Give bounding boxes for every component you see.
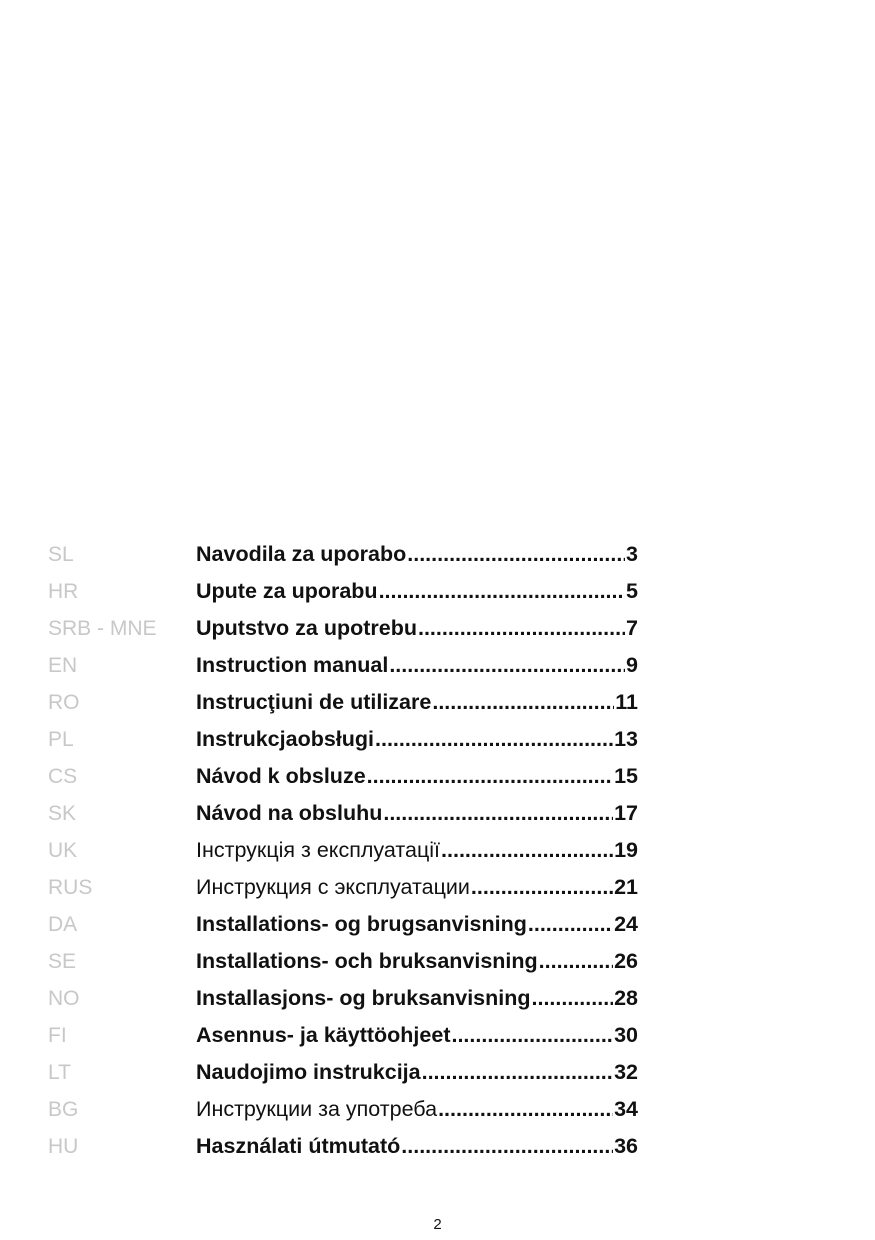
toc-page-number: 13 xyxy=(614,727,638,751)
dot-leader xyxy=(438,1091,613,1128)
toc-entry[interactable] xyxy=(196,647,638,684)
dot-leader xyxy=(418,610,625,647)
toc-title: Návod na obsluhu xyxy=(196,801,383,825)
toc-title: Uputstvo za upotrebu xyxy=(196,616,417,640)
toc-title: Інструкція з експлуатації xyxy=(196,838,441,862)
toc-title: Használati útmutató xyxy=(196,1134,401,1158)
toc-page-number: 19 xyxy=(614,838,638,862)
toc-entry[interactable] xyxy=(196,758,638,795)
toc-entry[interactable] xyxy=(196,1128,638,1165)
toc-row-hr xyxy=(48,573,648,610)
dot-leader xyxy=(528,906,613,943)
toc-page-number: 9 xyxy=(626,653,638,677)
toc-row-srb-mne xyxy=(48,610,648,647)
table-of-contents xyxy=(48,536,648,1165)
toc-entry[interactable] xyxy=(196,795,638,832)
toc-page-number: 28 xyxy=(614,986,638,1010)
toc-row-da xyxy=(48,906,648,943)
toc-page-number: 26 xyxy=(614,949,638,973)
dot-leader xyxy=(407,536,625,573)
toc-row-se xyxy=(48,943,648,980)
toc-entry[interactable] xyxy=(196,832,638,869)
page-number: 2 xyxy=(433,1216,442,1233)
toc-page-number: 17 xyxy=(614,801,638,825)
language-code: RO xyxy=(48,691,80,714)
dot-leader xyxy=(367,758,613,795)
toc-page-number: 30 xyxy=(614,1023,638,1047)
toc-title: Инструкция с эксплуатации xyxy=(196,875,470,899)
dot-leader xyxy=(441,832,613,869)
language-code: NO xyxy=(48,987,80,1010)
language-code: EN xyxy=(48,654,78,677)
toc-title: Installasjons- og bruksanvisning xyxy=(196,986,531,1010)
toc-row-sl xyxy=(48,536,648,573)
dot-leader xyxy=(375,721,613,758)
language-code: LT xyxy=(48,1061,71,1084)
language-code: FI xyxy=(48,1024,67,1047)
toc-page-number: 3 xyxy=(626,542,638,566)
toc-row-fi xyxy=(48,1017,648,1054)
toc-entry[interactable] xyxy=(196,943,638,980)
toc-row-bg xyxy=(48,1091,648,1128)
toc-title: Инструкции за употреба xyxy=(196,1097,438,1121)
dot-leader xyxy=(471,869,613,906)
dot-leader xyxy=(539,943,613,980)
toc-page-number: 11 xyxy=(615,690,638,714)
toc-page-number: 5 xyxy=(626,579,638,603)
toc-title: Installations- og brugsanvisning xyxy=(196,912,527,936)
dot-leader xyxy=(532,980,614,1017)
toc-title: Upute za uporabu xyxy=(196,579,378,603)
dot-leader xyxy=(432,684,614,721)
language-code: SL xyxy=(48,543,74,566)
toc-entry[interactable] xyxy=(196,869,638,906)
toc-row-uk xyxy=(48,832,648,869)
toc-page-number: 32 xyxy=(614,1060,638,1084)
language-code: DA xyxy=(48,913,78,936)
toc-row-no xyxy=(48,980,648,1017)
toc-page-number: 15 xyxy=(614,764,638,788)
toc-page-number: 34 xyxy=(614,1097,638,1121)
language-code: SE xyxy=(48,950,77,973)
toc-entry[interactable] xyxy=(196,684,638,721)
toc-entry[interactable] xyxy=(196,610,638,647)
toc-row-hu xyxy=(48,1128,648,1165)
language-code: CS xyxy=(48,765,78,788)
toc-row-pl xyxy=(48,721,648,758)
toc-page-number: 7 xyxy=(626,616,638,640)
toc-row-rus xyxy=(48,869,648,906)
toc-entry[interactable] xyxy=(196,906,638,943)
toc-entry[interactable] xyxy=(196,1091,638,1128)
language-code: SRB - MNE xyxy=(48,617,157,640)
toc-row-ro xyxy=(48,684,648,721)
toc-title: Navodila za uporabo xyxy=(196,542,407,566)
dot-leader xyxy=(389,647,625,684)
dot-leader xyxy=(451,1017,613,1054)
toc-row-en xyxy=(48,647,648,684)
language-code: UK xyxy=(48,839,78,862)
toc-page-number: 21 xyxy=(614,875,638,899)
language-code: SK xyxy=(48,802,77,825)
toc-title: Instruction manual xyxy=(196,653,389,677)
toc-title: Návod k obsluze xyxy=(196,764,366,788)
toc-entry[interactable] xyxy=(196,573,638,610)
toc-entry[interactable] xyxy=(196,1017,638,1054)
toc-title: Instrucţiuni de utilizare xyxy=(196,690,432,714)
dot-leader xyxy=(383,795,613,832)
toc-row-sk xyxy=(48,795,648,832)
language-code: BG xyxy=(48,1098,79,1121)
toc-title: Installations- och bruksanvisning xyxy=(196,949,538,973)
toc-entry[interactable] xyxy=(196,721,638,758)
dot-leader xyxy=(422,1054,613,1091)
toc-entry[interactable] xyxy=(196,1054,638,1091)
toc-row-lt xyxy=(48,1054,648,1091)
language-code: HU xyxy=(48,1135,79,1158)
language-code: RUS xyxy=(48,876,93,899)
toc-title: Instrukcjaobsługi xyxy=(196,727,375,751)
dot-leader xyxy=(379,573,625,610)
language-code: HR xyxy=(48,580,79,603)
toc-entry[interactable] xyxy=(196,980,638,1017)
dot-leader xyxy=(401,1128,613,1165)
toc-page-number: 36 xyxy=(614,1134,638,1158)
toc-row-cs xyxy=(48,758,648,795)
toc-title: Asennus- ja käyttöohjeet xyxy=(196,1023,451,1047)
toc-title: Naudojimo instrukcija xyxy=(196,1060,421,1084)
language-code: PL xyxy=(48,728,74,751)
toc-page-number: 24 xyxy=(614,912,638,936)
toc-entry[interactable] xyxy=(196,536,638,573)
